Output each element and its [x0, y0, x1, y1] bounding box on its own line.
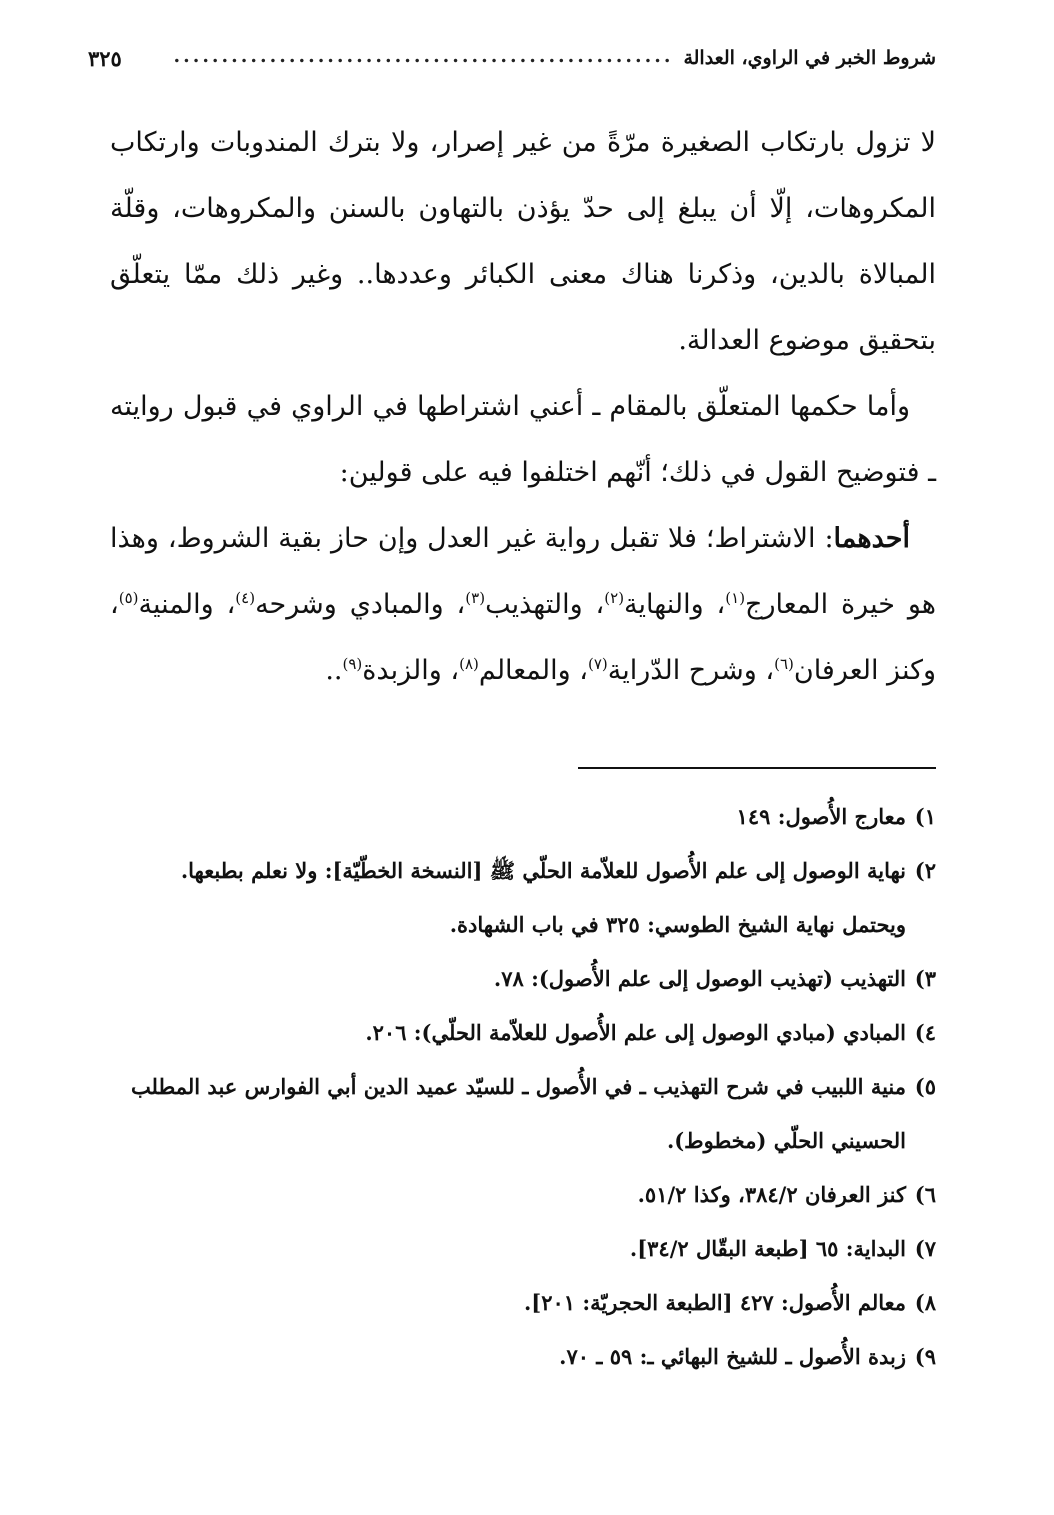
lead-term: أحدهما	[833, 523, 910, 554]
footnote-4	[110, 1006, 936, 1060]
text-run: ، وكنز العرفان	[110, 589, 936, 686]
footnote-text: البداية: ٦٥ [طبعة البقّال ٣٤/٢].	[629, 1236, 906, 1261]
footnote-8	[110, 1276, 936, 1330]
footnote-ref-7: (٧)	[587, 655, 608, 673]
footnote-text: التهذيب (تهذيب الوصول إلى علم الأُصول): ٧٨.	[493, 966, 906, 991]
footnote-6	[110, 1168, 936, 1222]
main-text	[110, 110, 936, 704]
footnote-number: ٢)	[914, 858, 936, 883]
footnote-number: ٥)	[914, 1074, 936, 1099]
footnote-7	[110, 1222, 936, 1276]
footnote-9	[110, 1330, 936, 1384]
footnote-ref-3: (٣)	[465, 589, 486, 607]
footnote-ref-2: (٢)	[604, 589, 625, 607]
text-run: ، والنهاية	[624, 589, 726, 620]
footnote-text: معالم الأُصول: ٤٢٧ [الطبعة الحجريّة: ٢٠١].	[523, 1290, 906, 1315]
footnote-text: زبدة الأُصول ـ للشيخ البهائي ـ: ٥٩ ـ ٧٠.	[559, 1344, 906, 1369]
paragraph-2: وأما حكمها المتعلّق بالمقام ـ أعني اشتراطها في الراوي في قبول روايته ـ فتوضيح القول في ذلك؛ أنّهم اختلفوا فيه على قولين:	[110, 391, 936, 488]
footnote-text: نهاية الوصول إلى علم الأُصول للعلاّمة الحلّي ﷺ [النسخة الخطّيّة]: ولا نعلم بطبعها. ويحتمل نهاية الشيخ الطوسي: ٣٢٥ في باب الشهادة.	[180, 858, 906, 937]
page-number: ٣٢٥	[88, 45, 122, 71]
footnote-number: ٦)	[914, 1182, 936, 1207]
text-run: ، والمبادي وشرحه	[255, 589, 466, 620]
footnote-text: المبادي (مبادي الوصول إلى علم الأُصول للعلاّمة الحلّي): ٢٠٦.	[365, 1020, 906, 1045]
text-run: ، والمعالم	[478, 655, 588, 686]
footnote-ref-4: (٤)	[235, 589, 256, 607]
text-run: ، والمنية	[138, 589, 236, 620]
footnote-number: ٣)	[914, 966, 936, 991]
text-run: : الاشتراط؛ فلا تقبل رواية غير العدل وإن حاز بقية الشروط، وهذا هو خيرة المعارج	[110, 523, 937, 620]
footnotes	[110, 790, 936, 1384]
footnote-ref-1: (١)	[725, 589, 746, 607]
leader-dots: ....................................................	[173, 45, 674, 67]
text-run: ..	[325, 655, 343, 686]
footnote-3	[110, 952, 936, 1006]
footnote-number: ٧)	[914, 1236, 936, 1261]
running-header	[88, 38, 936, 78]
footnote-ref-9: (٩)	[342, 655, 363, 673]
text-run: ، والتهذيب	[485, 589, 605, 620]
footnote-divider	[578, 767, 936, 769]
footnote-2	[110, 844, 936, 952]
footnote-ref-6: (٦)	[774, 655, 794, 673]
footnote-text: منية اللبيب في شرح التهذيب ـ في الأُصول ـ للسيّد عميد الدين أبي الفوارس عبد المطلب الحسيني الحلّي (مخطوط).	[130, 1074, 906, 1153]
running-title: شروط الخبر في الراوي، العدالة	[683, 47, 936, 69]
footnote-ref-5: (٥)	[118, 589, 139, 607]
footnote-number: ١)	[914, 804, 936, 829]
footnote-1	[110, 790, 936, 844]
footnote-number: ٩)	[914, 1344, 936, 1369]
text-run: ، وشرح الدّراية	[607, 655, 775, 686]
footnote-text: معارج الأُصول: ١٤٩	[736, 804, 906, 829]
footnote-5	[110, 1060, 936, 1168]
text-run: ، والزبدة	[362, 655, 460, 686]
footnote-text: كنز العرفان ٣٨٤/٢، وكذا ٥١/٢.	[637, 1182, 906, 1207]
footnote-number: ٨)	[914, 1290, 936, 1315]
paragraph-1: لا تزول بارتكاب الصغيرة مرّةً من غير إصرار، ولا بترك المندوبات وارتكاب المكروهات، إلّا أن يبلغ إلى حدّ يؤذن بالتهاون بالسنن والمكروهات، وقلّة المبالاة بالدين، وذكرنا هناك معنى الكبائر وعددها.. وغير ذلك ممّا يتعلّق بتحقيق موضوع العدالة.	[110, 127, 936, 356]
footnote-number: ٤)	[914, 1020, 936, 1045]
footnote-ref-8: (٨)	[459, 655, 479, 673]
paragraph-3	[110, 506, 936, 704]
